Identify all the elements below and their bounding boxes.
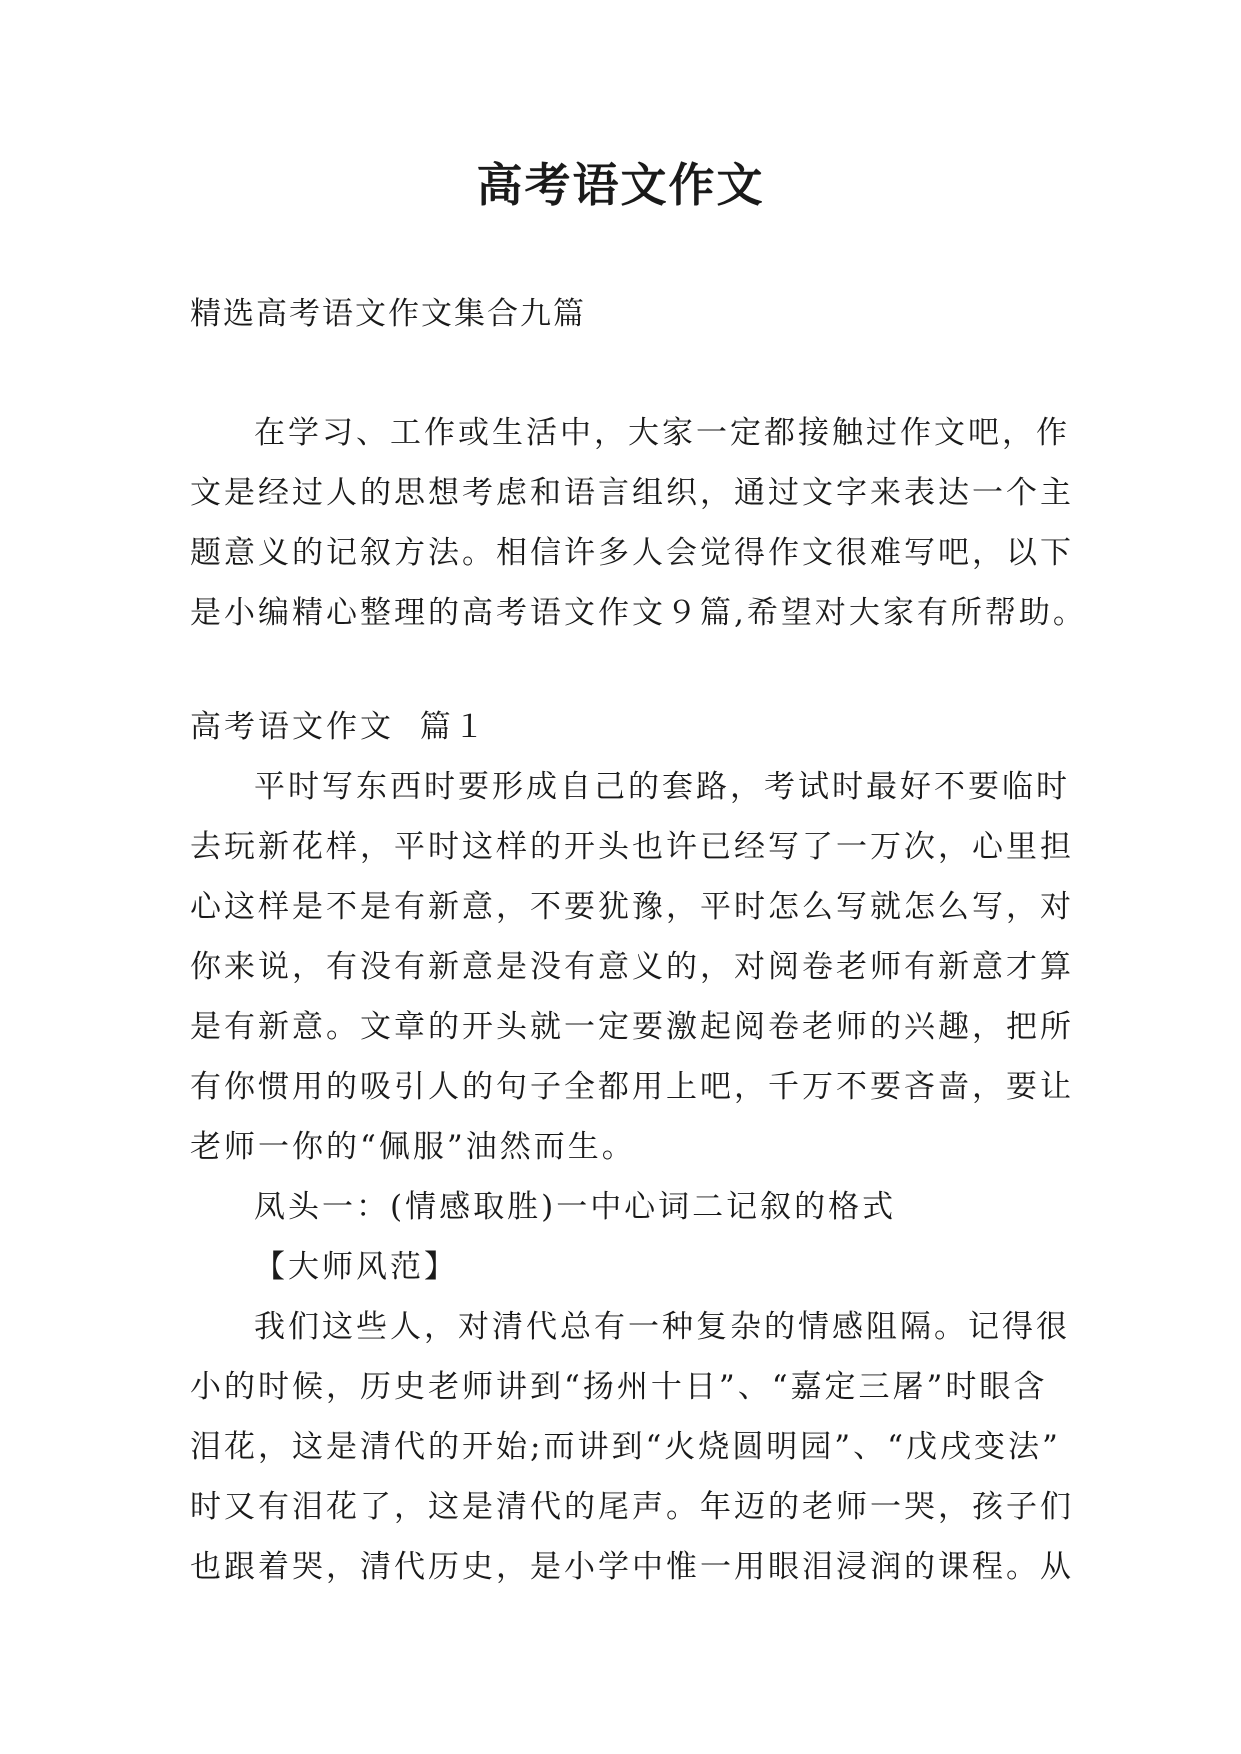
intro-line: 题意义的记叙方法。相信许多人会觉得作文很难写吧，以下 [190, 535, 1074, 571]
article-line: 有你惯用的吸引人的句子全都用上吧，千万不要吝啬，要让 [190, 1069, 1074, 1105]
article-body [190, 757, 1090, 1597]
page-subtitle: 精选高考语文作文集合九篇 [190, 296, 586, 332]
article-line: 心这样是不是有新意，不要犹豫，平时怎么写就怎么写，对 [190, 889, 1074, 925]
article-line: 时又有泪花了，这是清代的尾声。年迈的老师一哭，孩子们 [190, 1489, 1074, 1525]
intro-line: 文是经过人的思想考虑和语言组织，通过文字来表达一个主 [190, 475, 1074, 511]
article-line: 小的时候，历史老师讲到“扬州十日”、“嘉定三屠”时眼含 [190, 1369, 1048, 1405]
article-line: 你来说，有没有新意是没有意义的，对阅卷老师有新意才算 [190, 949, 1074, 985]
article-line: 我们这些人，对清代总有一种复杂的情感阻隔。记得很 [254, 1309, 1070, 1345]
intro-paragraph [190, 403, 1090, 643]
intro-line: 在学习、工作或生活中，大家一定都接触过作文吧，作 [254, 415, 1070, 451]
article-line: 凤头一：(情感取胜)一中心词二记叙的格式 [254, 1189, 897, 1225]
article-line: 去玩新花样，平时这样的开头也许已经写了一万次，心里担 [190, 829, 1074, 865]
intro-line: 是小编精心整理的高考语文作文９篇,希望对大家有所帮助。 [190, 595, 1087, 631]
section-heading-text: 高考语文作文 篇１ [190, 709, 488, 745]
article-line: 是有新意。文章的开头就一定要激起阅卷老师的兴趣，把所 [190, 1009, 1074, 1045]
article-line: 老师一你的“佩服”油然而生。 [190, 1129, 636, 1165]
article-line: 泪花，这是清代的开始;而讲到“火烧圆明园”、“戊戌变法” [190, 1429, 1061, 1465]
article-line: 【大师风范】 [254, 1249, 458, 1285]
article-line: 也跟着哭，清代历史，是小学中惟一用眼泪浸润的课程。从 [190, 1549, 1074, 1585]
section-heading [190, 697, 488, 757]
page-title: 高考语文作文 [476, 158, 765, 212]
article-line: 平时写东西时要形成自己的套路，考试时最好不要临时 [254, 769, 1070, 805]
